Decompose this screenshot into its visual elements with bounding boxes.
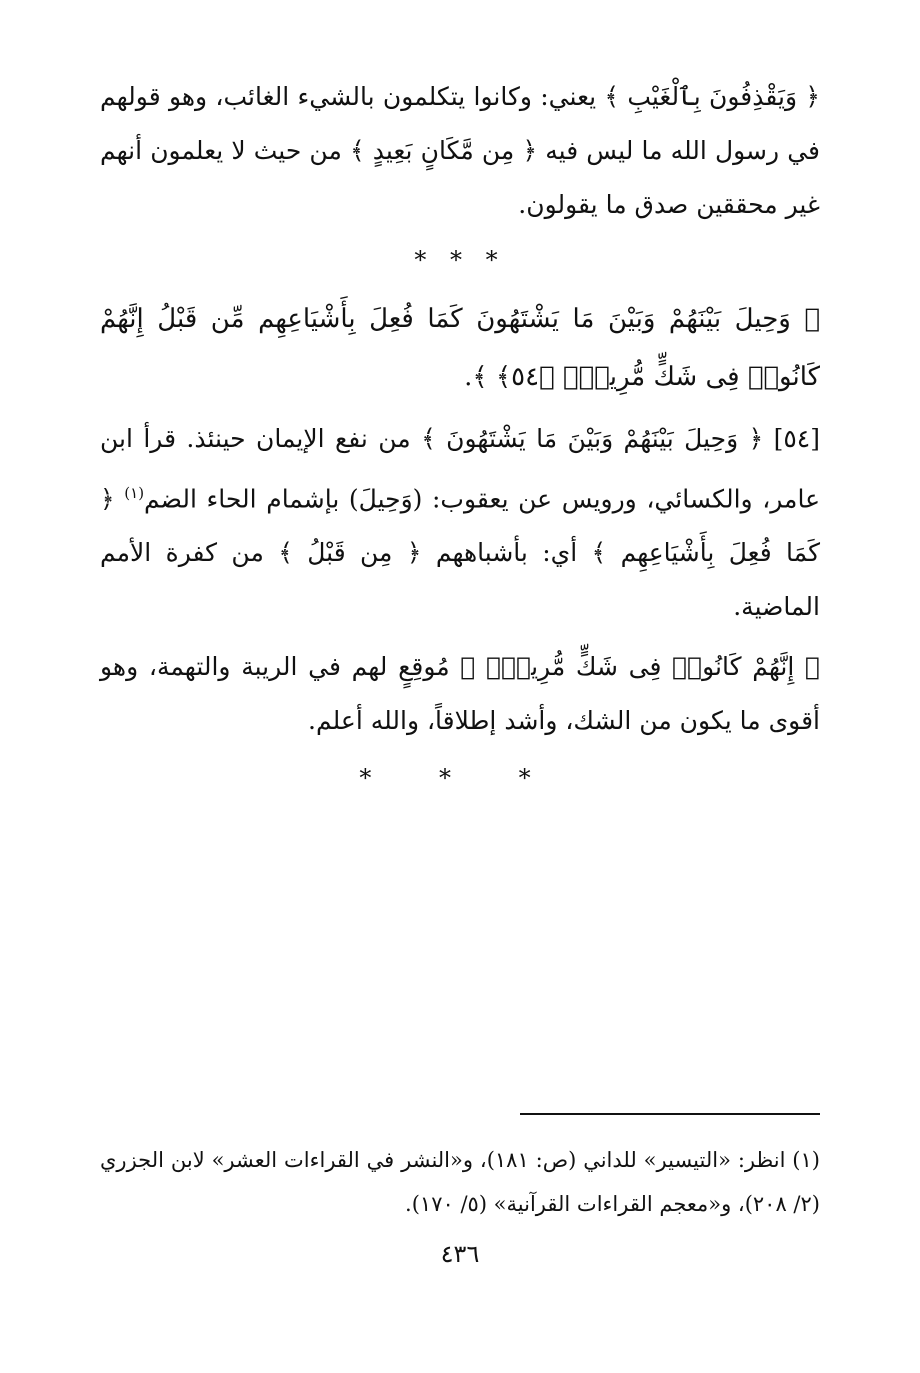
- page-body: [100, 70, 820, 808]
- paragraph-2-main: [٥٤] ﴿ وَحِيلَ بَيْنَهُمْ وَبَيْنَ مَا يَشْتَهُونَ ﴾ من نفع الإيمان حينئذ. قرأ ابن عامر، والكسائي، ورويس عن يعقوب: (وَحِيلَ) بإشمام الحاء الضم: [100, 424, 820, 514]
- section-separator-end: * * *: [359, 764, 561, 793]
- footnote-divider: [520, 1113, 820, 1115]
- quran-verse: ﴿ وَحِيلَ بَيْنَهُمْ وَبَيْنَ مَا يَشْتَهُونَ كَمَا فُعِلَ بِأَشْيَاعِهِم مِّن قَبْلُ إِنَّهُمْ كَانُوا۟ فِى شَكٍّ مُّرِيبٍۭ ﴿٥٤﴾ ﴾.: [100, 304, 820, 392]
- paragraph-1: ﴿ وَيَقْذِفُونَ بِٱلْغَيْبِ ﴾ يعني: وكانوا يتكلمون بالشيء الغائب، وهو قولهم في رسول الله ما ليس فيه ﴿ مِن مَّكَانٍ بَعِيدٍ ﴾ من حيث لا يعلمون أنهم غير محققين صدق ما يقولون.: [100, 82, 820, 219]
- paragraph-2-tail: ﴿ كَمَا فُعِلَ بِأَشْيَاعِهِم ﴾ أي: بأشباههم ﴿ مِن قَبْلُ ﴾ من كفرة الأمم الماضية.: [100, 484, 820, 622]
- section-separator: * * *: [414, 246, 506, 274]
- page-number: ٤٣٦: [440, 1240, 480, 1268]
- paragraph-3: ﴿ إِنَّهُمْ كَانُوا۟ فِى شَكٍّ مُّرِيبٍۭ ﴾ مُوقِعٍ لهم في الريبة والتهمة، وهو أقوى ما يكون من الشك، وأشد إطلاقاً، والله أعلم.: [100, 652, 820, 736]
- footnotes: [100, 1138, 820, 1226]
- footnote-1: (١) انظر: «التيسير» للداني (ص: ١٨١)، و«النشر في القراءات العشر» لابن الجزري (٢/ ٢٠٨)، و«معجم القراءات القرآنية» (٥/ ١٧٠).: [100, 1148, 820, 1216]
- paragraph-2: [100, 412, 820, 634]
- footnote-reference: (١): [124, 484, 145, 502]
